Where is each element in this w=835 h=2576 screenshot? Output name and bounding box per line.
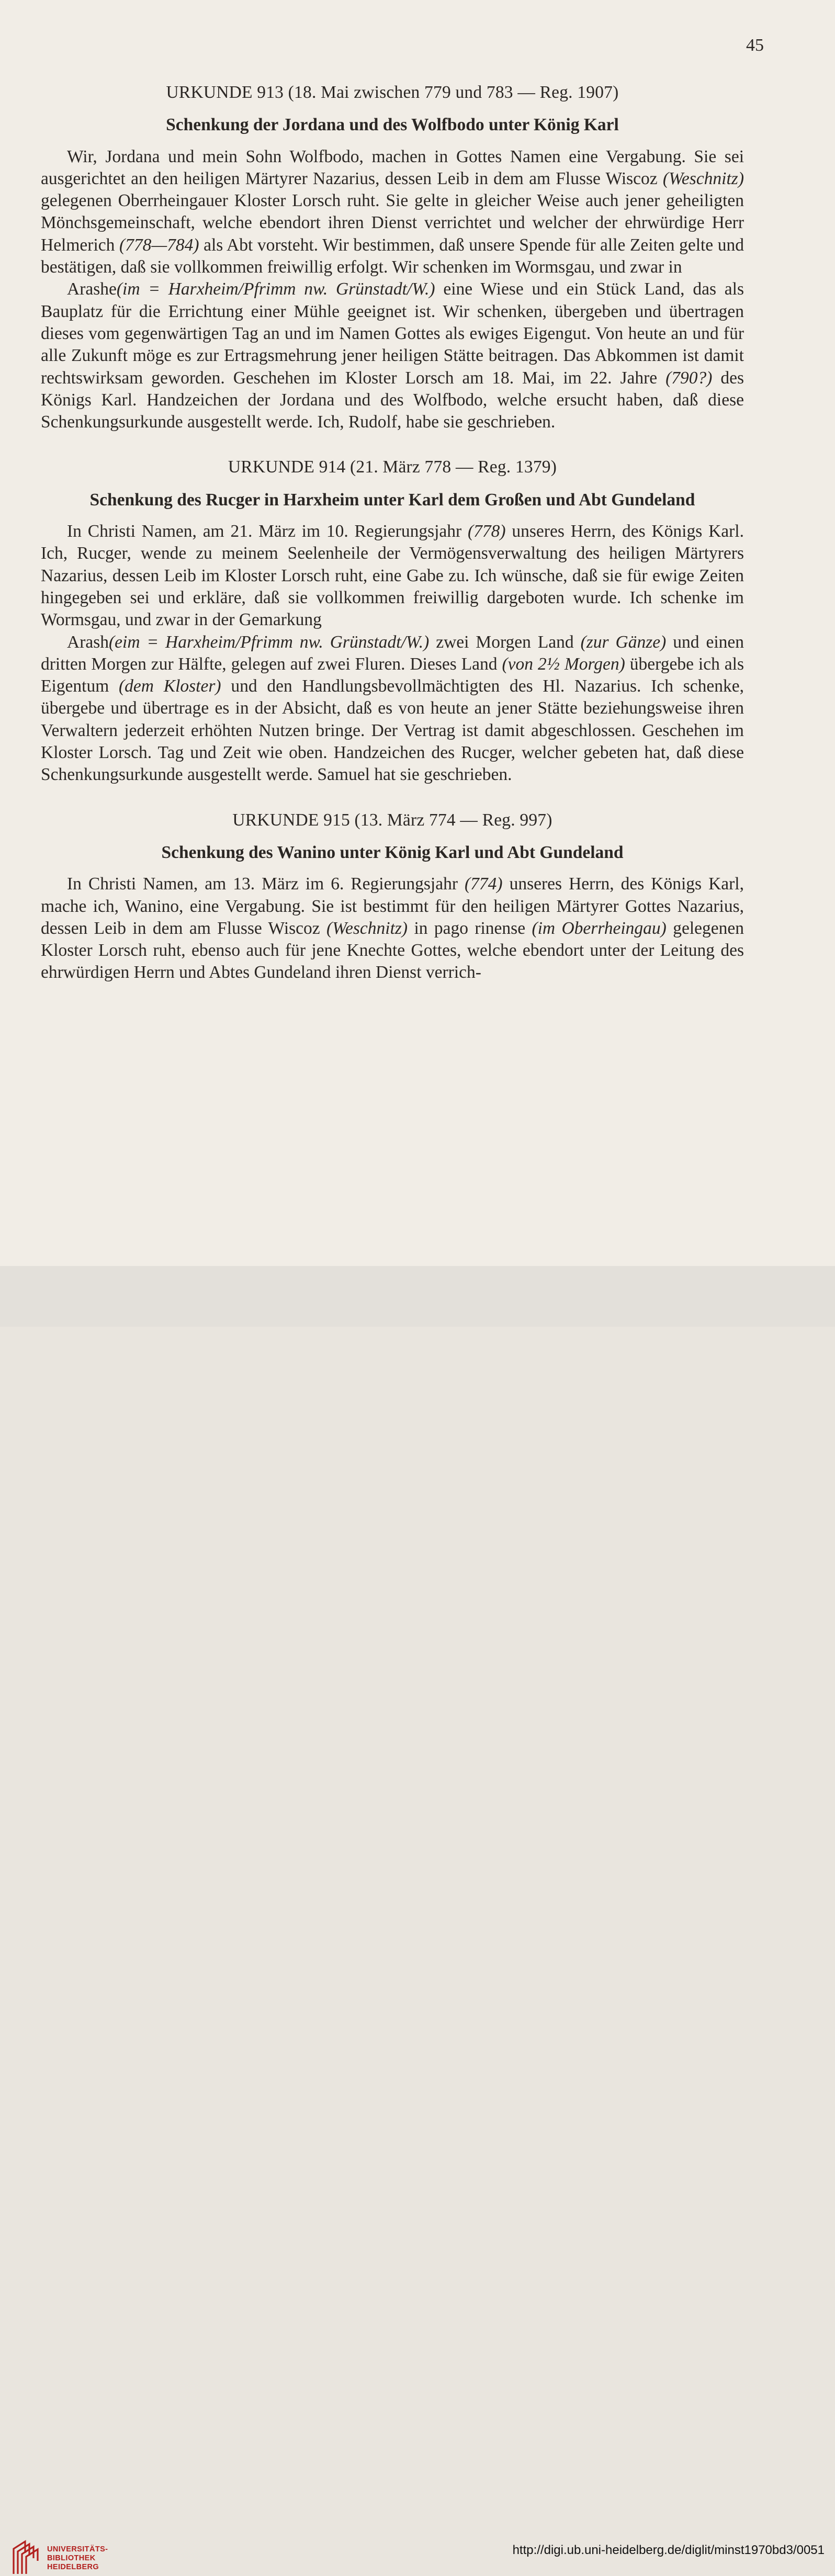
text-run: und den Handlungsbevollmächtigten des Hl. Nazarius. Ich schenke, übergebe und übertrage es in der Absicht, daß es von heute an jener Stätte beziehungsweise ihren Verwaltern jederzeit erhöhten Nutzen bringe. Der Vertrag ist damit abgeschlossen. Geschehen im Kloster Lorsch. Tag und Zeit wie oben. Handzeichen des Rucger, welcher gebeten hat, daß diese Schenkungsurkunde ausgestellt werde. Samuel hat sie geschrieben.: [41, 676, 744, 785]
text-run: des Königs Karl. Handzeichen der Jordana und des Wolfbodo, welche ersucht haben, daß diese Schenkungsurkunde ausgestellt werde. Ich, Rudolf, habe sie geschrieben.: [41, 368, 744, 432]
italic-note: (778—784): [119, 235, 199, 255]
italic-note: (im Oberrheingau): [532, 918, 667, 938]
italic-note: (774): [465, 874, 503, 894]
document-heading: URKUNDE 915 (13. März 774 — Reg. 997): [232, 810, 552, 830]
text-run: übergebe ich als Eigentum: [41, 654, 744, 696]
library-name-line: BIBLIOTHEK: [47, 2554, 96, 2562]
text-run: und einen dritten Morgen zur Hälfte, gelegen auf zwei Fluren. Dieses Land: [41, 632, 744, 674]
paragraph: [41, 278, 744, 433]
text-run: unseres Herrn, des Königs Karl. Ich, Rucger, wende zu meinem Seelenheile der Vermögensverwaltung des heiligen Märtyrers Nazarius, dessen Leib im Kloster Lorsch ruht, eine Gabe zu. Ich wünsche, daß sie für ewige Zeiten hingegeben sei und erkläre, daß sie vollkommen freiwillig dargeboten wurde. Ich schenke im Wormsgau, und zwar in der Gemarkung: [41, 522, 744, 630]
text-run: In Christi Namen, am 21. März im 10. Regierungsjahr: [67, 522, 468, 541]
paragraph: [41, 146, 744, 279]
document-915: [41, 809, 744, 984]
document-heading: URKUNDE 914 (21. März 778 — Reg. 1379): [228, 457, 557, 477]
paragraph: [41, 873, 744, 984]
library-name: [47, 2545, 108, 2572]
document-title: Schenkung des Wanino unter König Karl und Abt Gundeland: [161, 842, 624, 862]
document-913: [41, 82, 744, 433]
text-run: gelegenen Kloster Lorsch ruht, ebenso auch für jene Knechte Gottes, welche ebendort unter der Leitung des ehrwürdigen Herrn und Abtes Gundeland ihren Dienst verrich-: [41, 918, 744, 982]
text-run: Arash: [67, 632, 109, 652]
italic-note: (dem Kloster): [119, 676, 221, 696]
library-name-line: UNIVERSITÄTS-: [47, 2545, 108, 2554]
library-logo-icon: [9, 2537, 41, 2576]
page-content: [41, 82, 744, 984]
text-run: In Christi Namen, am 13. März im 6. Regierungsjahr: [67, 874, 465, 894]
document-heading: URKUNDE 913 (18. Mai zwischen 779 und 783 — Reg. 1907): [166, 83, 619, 102]
italic-note: (von 2½ Morgen): [502, 654, 625, 674]
text-run: Arashe: [67, 279, 117, 299]
paragraph: [41, 521, 744, 631]
italic-note: (im = Harxheim/Pfrimm nw. Grünstadt/W.): [116, 279, 435, 299]
italic-note: (Weschnitz): [326, 918, 408, 938]
text-run: als Abt vorsteht. Wir bestimmen, daß unsere Spende für alle Zeiten gelte und bestätigen, daß sie vollkommen freiwillig erfolgt. Wir schenken im Wormsgau, und zwar in: [41, 235, 744, 277]
document-title: Schenkung des Rucger in Harxheim unter Karl dem Großen und Abt Gundeland: [89, 490, 695, 510]
library-name-line: HEIDELBERG: [47, 2563, 99, 2571]
italic-note: (zur Gänze): [580, 632, 667, 652]
text-run: gelegenen Oberrheingauer Kloster Lorsch ruht. Sie gelte in gleicher Weise auch jener geheiligten Mönchsgemeinschaft, welche ebendort ihren Dienst verrichtet und welcher der ehrwürdige Herr Helmerich: [41, 191, 744, 255]
text-run: unseres Herrn, des Königs Karl, mache ich, Wanino, eine Vergabung. Sie ist bestimmt für den heiligen Märtyrer Gottes Nazarius, dessen Leib in dem am Flusse Wiscoz: [41, 874, 744, 938]
permalink-url[interactable]: http://digi.ub.uni-heidelberg.de/diglit/minst1970bd3/0051: [512, 2543, 825, 2557]
italic-note: (790?): [665, 368, 713, 388]
document-914: [41, 456, 744, 786]
text-run: zwei Morgen Land: [429, 632, 581, 652]
page-number: 45: [746, 36, 764, 55]
text-run: in pago rinense: [408, 918, 532, 938]
text-run: Wir, Jordana und mein Sohn Wolfbodo, machen in Gottes Namen eine Vergabung. Sie sei ausgerichtet an den heiligen Märtyrer Nazarius, dessen Leib in dem am Flusse Wiscoz: [41, 146, 744, 188]
italic-note: (778): [468, 522, 506, 541]
document-title: Schenkung der Jordana und des Wolfbodo unter König Karl: [166, 115, 619, 135]
italic-note: (Weschnitz): [662, 168, 744, 188]
paragraph: [41, 631, 744, 786]
viewer-footer: [0, 1266, 835, 2571]
text-run: eine Wiese und ein Stück Land, das als Bauplatz für die Errichtung einer Mühle geeignet ist. Wir schenken, übergeben und übertragen dieses vom gegenwärtigen Tag an und im Namen Gottes als ewiges Eigengut. Von heute an und für alle Zukunft möge es zur Ertragsmehrung jener heiligen Stätte beitragen. Das Abkommen ist damit rechtswirksam geworden. Geschehen im Kloster Lorsch am 18. Mai, im 22. Jahre: [41, 279, 744, 388]
book-page: [0, 0, 835, 1266]
italic-note: (eim = Harxheim/Pfrimm nw. Grünstadt/W.): [109, 632, 430, 652]
